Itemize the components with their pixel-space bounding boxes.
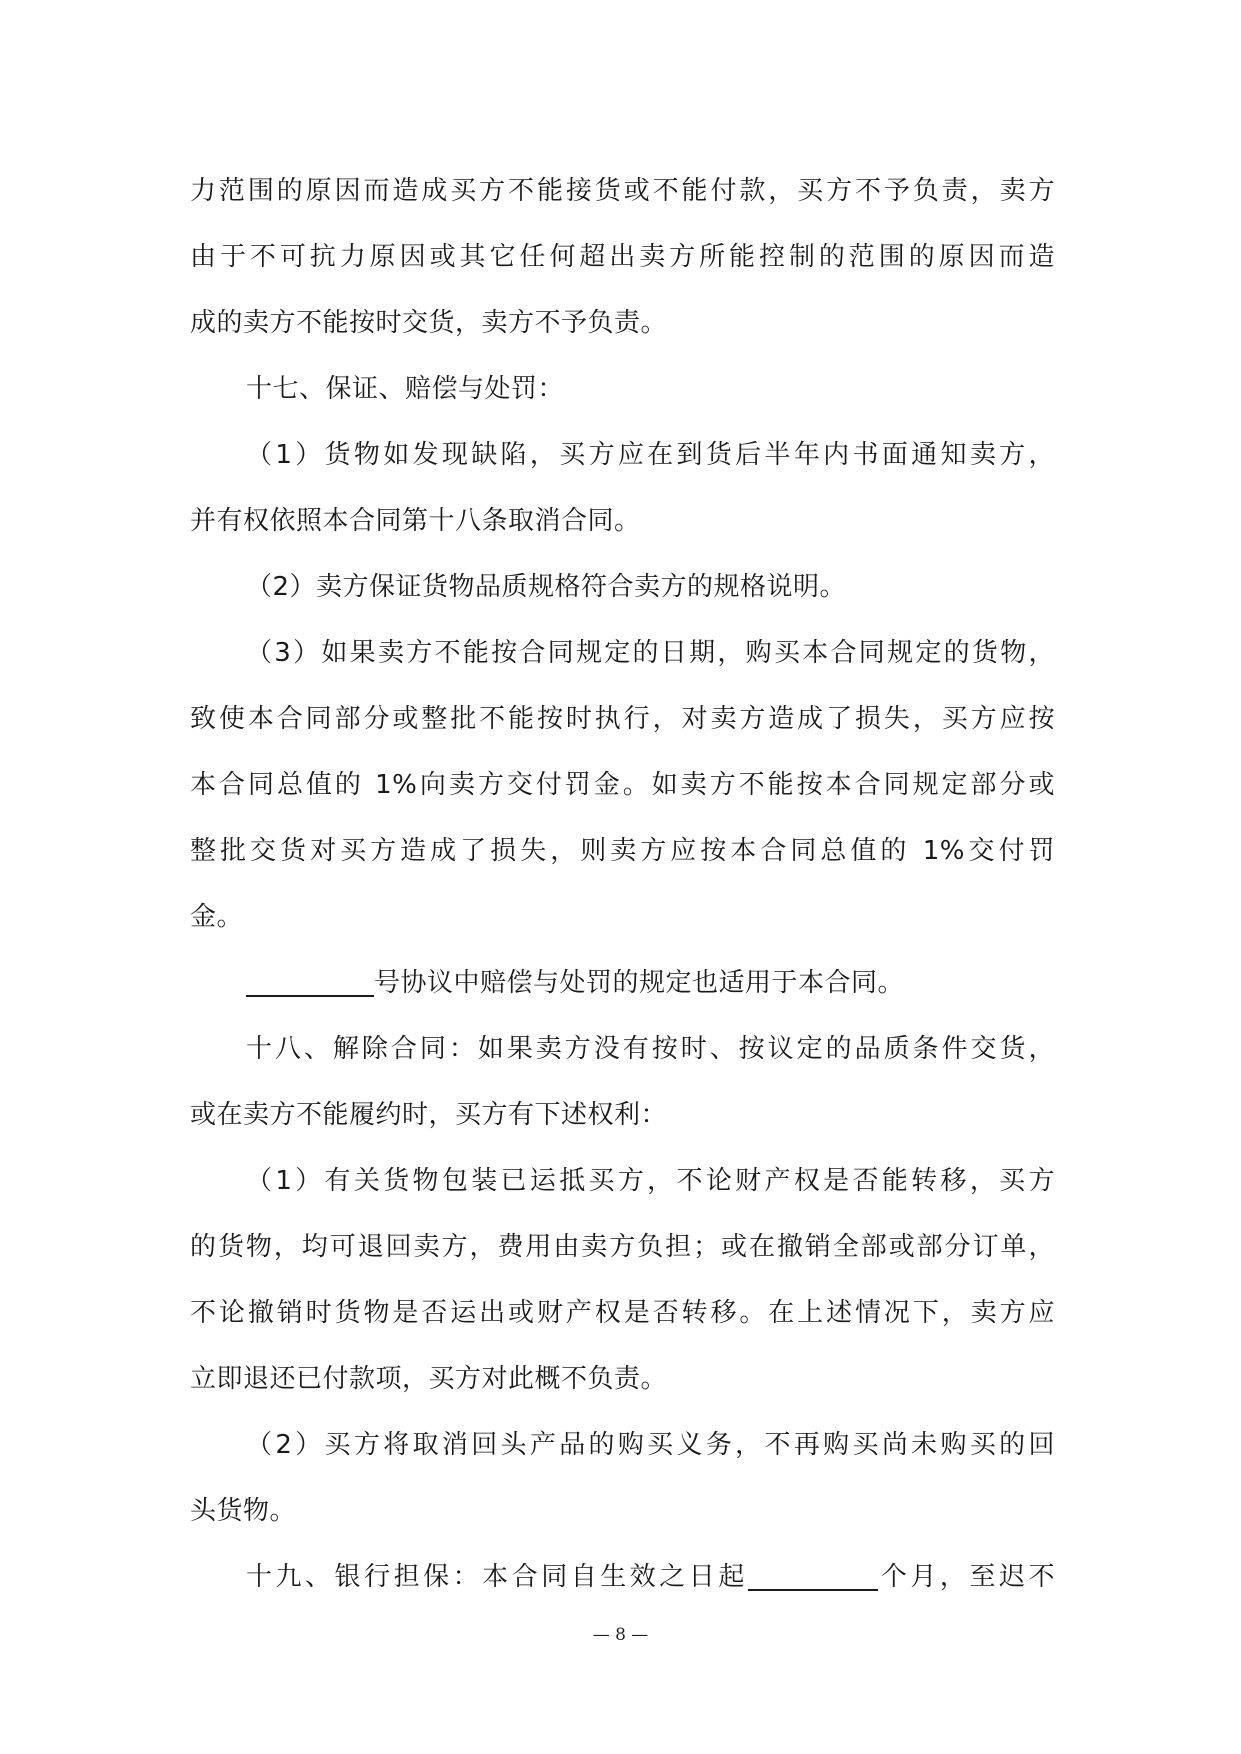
paragraph-line: 由于不可抗力原因或其它任何超出卖方所能控制的范围的原因而造: [190, 242, 1055, 272]
paragraph-line: （2）买方将取消回头产品的购买义务，不再购买尚未购买的回: [246, 1430, 1055, 1460]
paragraph-line: 成的卖方不能按时交货，卖方不予负责。: [190, 308, 668, 338]
agreement-clause-line: [190, 950, 1055, 1016]
paragraph-line: 或在卖方不能履约时，买方有下述权利：: [190, 1100, 668, 1130]
section-heading-18: 十八、解除合同：如果卖方没有按时、按议定的品质条件交货，: [246, 1034, 1055, 1064]
paragraph-line: 本合同总值的 1%向卖方交付罚金。如卖方不能按本合同规定部分或: [190, 770, 1055, 800]
paragraph-line: 金。: [190, 902, 244, 932]
blank-underline: [748, 1559, 878, 1591]
paragraph-line: （2）卖方保证货物品质规格符合卖方的规格说明。: [246, 572, 847, 602]
paragraph-line: 致使本合同部分或整批不能按时执行，对卖方造成了损失，买方应按: [190, 704, 1055, 734]
paragraph-text: 号协议中赔偿与处罚的规定也适用于本合同。: [374, 968, 905, 998]
page-number: — 8 —: [592, 1625, 649, 1645]
paragraph-line: 不论撤销时货物是否运出或财产权是否转移。在上述情况下，卖方应: [190, 1298, 1055, 1328]
paragraph-text: 个月，至迟不: [877, 1562, 1055, 1592]
paragraph-line: 头货物。: [190, 1496, 297, 1526]
paragraph-line: （1）货物如发现缺陷，买方应在到货后半年内书面通知卖方，: [246, 440, 1055, 470]
paragraph-text: 十九、银行担保：本合同自生效之日起: [246, 1562, 748, 1592]
section-heading-19: [190, 1544, 1055, 1610]
paragraph-line: 并有权依照本合同第十八条取消合同。: [190, 506, 641, 536]
section-heading-17: 十七、保证、赔偿与处罚：: [246, 374, 565, 404]
paragraph-line: （1）有关货物包装已运抵买方，不论财产权是否能转移，买方: [246, 1166, 1055, 1196]
contract-body: [190, 158, 1055, 1610]
blank-underline: [246, 965, 374, 997]
paragraph-line: 的货物，均可退回卖方，费用由卖方负担；或在撤销全部或部分订单，: [190, 1232, 1055, 1262]
paragraph-line: 整批交货对买方造成了损失，则卖方应按本合同总值的 1%交付罚: [190, 836, 1055, 866]
paragraph-line: （3）如果卖方不能按合同规定的日期，购买本合同规定的货物，: [246, 638, 1055, 668]
paragraph-line: 立即退还已付款项，买方对此概不负责。: [190, 1364, 668, 1394]
paragraph-line: 力范围的原因而造成买方不能接货或不能付款，买方不予负责，卖方: [190, 176, 1055, 206]
